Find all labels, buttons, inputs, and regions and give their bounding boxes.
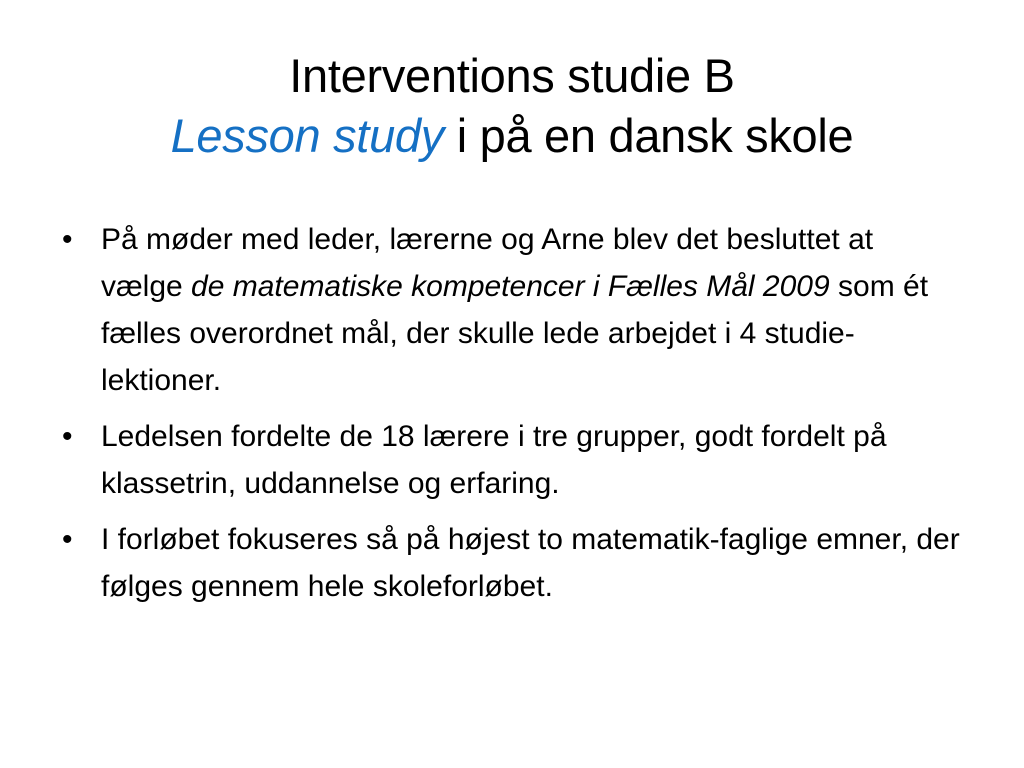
bullet-2-text: Ledelsen fordelte de 18 lærere i tre grupper, godt fordelt på klassetrin, uddannelse og erfaring. <box>101 420 887 500</box>
bullet-1-text-a: På møder med leder, lærerne og Arne blev det besluttet at vælge <box>101 223 874 303</box>
title-accent: Lesson study <box>170 109 444 162</box>
bullet-dot-icon: • <box>62 420 73 453</box>
slide-title <box>0 46 1024 166</box>
bullet-item-3 <box>62 516 962 610</box>
bullet-item-2 <box>62 413 962 507</box>
bullet-1-italic: de matematiske kompetencer i Fælles Mål 2009 <box>191 270 830 303</box>
bullet-1-text-b: som ét fælles overordnet mål, der skulle lede arbejdet i 4 studie-lektioner. <box>101 270 929 397</box>
bullet-item-1 <box>62 216 962 404</box>
bullet-dot-icon: • <box>62 223 73 256</box>
title-line-1: Interventions studie B <box>289 49 735 102</box>
bullet-list <box>62 216 962 619</box>
title-line-2-rest: i på en dansk skole <box>443 109 854 162</box>
bullet-dot-icon: • <box>62 523 73 556</box>
bullet-3-text: I forløbet fokuseres så på højest to matematik-faglige emner, der følges gennem hele skoleforløbet. <box>101 523 960 603</box>
